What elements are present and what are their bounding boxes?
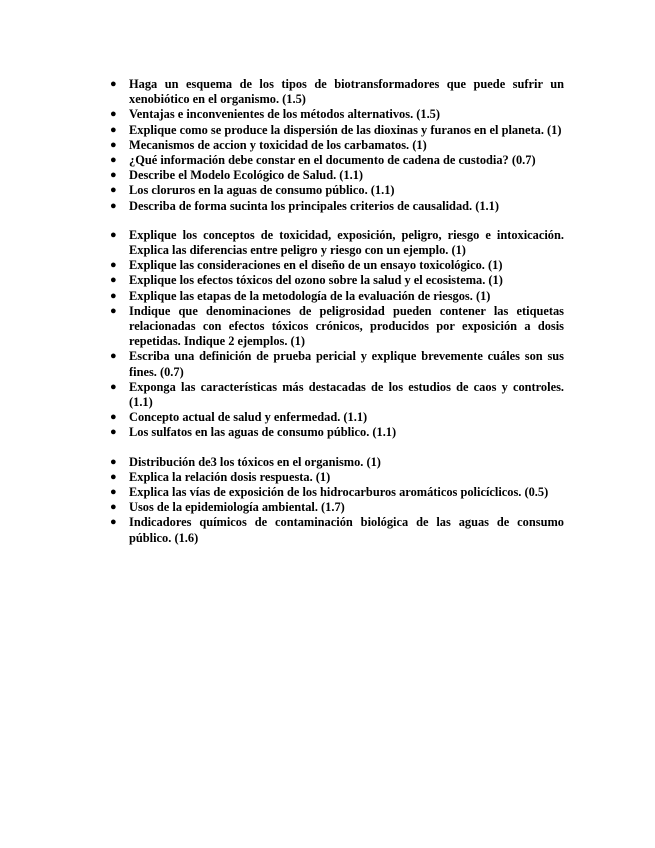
question-text: Exponga las características más destacadas de los estudios de caos y controles. (1.1) xyxy=(129,379,564,410)
bullet-icon: ● xyxy=(110,304,117,317)
question-text: Explica las vías de exposición de los hidrocarburos aromáticos policíclicos. (0.5) xyxy=(129,485,549,500)
bullet-icon: ● xyxy=(110,455,117,468)
question-text: Explique las etapas de la metodología de la evaluación de riesgos. (1) xyxy=(129,288,491,303)
question-text: Explique como se produce la dispersión de las dioxinas y furanos en el planeta. (1) xyxy=(129,122,562,137)
question-group-3 xyxy=(110,455,564,546)
question-text: Indique que denominaciones de peligrosidad pueden contener las etiquetas relacionadas con efectos tóxicos crónicos, producidos por exposición a dosis repetidas. Indique 2 ejemplos. (1) xyxy=(129,303,564,349)
question-text: Escriba una definición de prueba pericial y explique brevemente cuáles son sus fines. (0.7) xyxy=(129,349,564,379)
question-item xyxy=(110,500,564,515)
question-item xyxy=(110,410,564,425)
question-item xyxy=(110,199,564,214)
bullet-icon: ● xyxy=(110,108,117,121)
question-item xyxy=(110,485,564,500)
bullet-icon: ● xyxy=(110,350,117,363)
question-item xyxy=(110,77,564,107)
question-item xyxy=(110,258,564,273)
bullet-icon: ● xyxy=(110,199,117,212)
bullet-icon: ● xyxy=(110,184,117,197)
question-item xyxy=(110,455,564,470)
question-text: Usos de la epidemiología ambiental. (1.7) xyxy=(129,500,345,515)
question-item xyxy=(110,107,564,122)
question-group-1 xyxy=(110,77,564,214)
question-item xyxy=(110,380,564,410)
bullet-icon: ● xyxy=(110,426,117,439)
bullet-icon: ● xyxy=(110,259,117,272)
question-item xyxy=(110,123,564,138)
question-group-2 xyxy=(110,228,564,441)
question-text: Describa de forma sucinta los principales criterios de causalidad. (1.1) xyxy=(129,198,499,213)
question-item xyxy=(110,153,564,168)
question-text: Haga un esquema de los tipos de biotransformadores que puede sufrir un xenobiótico en el organismo. (1.5) xyxy=(129,77,564,107)
question-item xyxy=(110,138,564,153)
bullet-icon: ● xyxy=(110,78,117,90)
question-text: Concepto actual de salud y enfermedad. (1.1) xyxy=(129,410,368,425)
bullet-icon: ● xyxy=(110,516,117,529)
bullet-icon: ● xyxy=(110,486,117,499)
question-item xyxy=(110,425,564,440)
bullet-icon: ● xyxy=(110,274,117,287)
question-text: Ventajas e inconvenientes de los métodos alternativos. (1.5) xyxy=(129,107,441,122)
question-text: Explique las consideraciones en el diseño de un ensayo toxicológico. (1) xyxy=(129,258,503,273)
bullet-icon: ● xyxy=(110,228,117,241)
bullet-icon: ● xyxy=(110,123,117,136)
question-item xyxy=(110,168,564,183)
question-item xyxy=(110,273,564,288)
bullet-icon: ● xyxy=(110,470,117,483)
question-item xyxy=(110,349,564,379)
question-text: Los sulfatos en las aguas de consumo público. (1.1) xyxy=(129,425,397,440)
question-text: Explique los conceptos de toxicidad, exposición, peligro, riesgo e intoxicación. Explica las diferencias entre peligro y riesgo con un ejemplo. (1) xyxy=(129,227,564,258)
question-text: Indicadores químicos de contaminación biológica de las aguas de consumo público. (1.6) xyxy=(129,515,564,545)
bullet-icon: ● xyxy=(110,289,117,302)
question-item xyxy=(110,183,564,198)
question-text: Explique los efectos tóxicos del ozono sobre la salud y el ecosistema. (1) xyxy=(129,273,503,288)
bullet-icon: ● xyxy=(110,154,117,167)
bullet-icon: ● xyxy=(110,501,117,514)
question-item xyxy=(110,304,564,350)
bullet-icon: ● xyxy=(110,380,117,393)
question-text: Explica la relación dosis respuesta. (1) xyxy=(129,469,331,484)
question-text: Describe el Modelo Ecológico de Salud. (1.1) xyxy=(129,168,364,183)
question-item xyxy=(110,289,564,304)
question-item xyxy=(110,515,564,545)
question-item xyxy=(110,470,564,485)
bullet-icon: ● xyxy=(110,411,117,424)
question-text: Los cloruros en la aguas de consumo público. (1.1) xyxy=(129,183,395,198)
question-text: Distribución de3 los tóxicos en el organismo. (1) xyxy=(129,454,381,469)
bullet-icon: ● xyxy=(110,169,117,182)
question-document xyxy=(110,77,564,546)
question-item xyxy=(110,228,564,258)
question-text: ¿Qué información debe constar en el documento de cadena de custodia? (0.7) xyxy=(129,153,536,168)
question-text: Mecanismos de accion y toxicidad de los carbamatos. (1) xyxy=(129,137,427,152)
bullet-icon: ● xyxy=(110,138,117,151)
